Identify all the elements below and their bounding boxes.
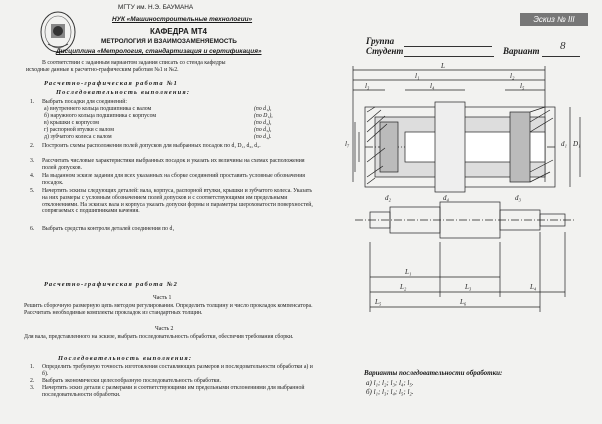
dim-label-D1: D₁ xyxy=(573,140,581,148)
variant-b: б) l₁; l₃; l₄; l₅; l₂. xyxy=(366,388,414,396)
work2-part2-text: Для вала, представленного на эскизе, выбрать последовательность обработки, обеспечив требования сборки. xyxy=(24,334,294,340)
document-sheet: МГТУ им. Н.Э. БАУМАНА НУК «Машиностроительные технологии» КАФЕДРА МТ4 МЕТРОЛОГИЯ И ВЗАИМОЗАМЕНЯЕМОСТЬ Дисциплина «Метрология, стандартизация и сертификация» В соответствии с заданным вариантом задания списать со стенда кафедры исходные данные к расчетно-графическим работам №1 и №2. Расчетно-графическая работа №1 Последовательность выполнения: 1. Выбрать посадки для соединений: а) внутреннего кольца подшипника с валом (по d₁), б) наружного кольца подшипника с корпусом (по D₁), в) крышки с корпусом (по d₂), г) распорной втулки с валом (по d₃), д) зубчатого колеса с валом (по d₄). 2. Построить схемы расположения полей допусков для выбранных посадок по d, D₁, d₂, d₃. 3. Рассчитать числовые характеристики выбранных посадок и указать их величины на схемах расположения полей допусков. 4. На выданном эскизе задания для всех указанных на сборке соединений проставить условные обозначения посадок. 5. Начертить эскизы следующих деталей: вала, корпуса, распорной втулки, крышки и зубчатого колеса. Указать на них размеры с условным обозначением полей допусков и с соответствующими им предельными отклонениями. На эскизах вала и корпуса указать допуски формы и параметры шероховатости поверхностей, сопрягаемых с подшипниками качения. 6. Выбрать средства контроля деталей соединения по d₁ Расчетно-графическая работа №2 Часть 1 Решить сборочную размерную цепь методом регулирования. Определить толщину и число прокладок компенсатора. Рассчитать необходимые комплекты прокладок из стандартных толщин. Часть 2 Для вала, представленного на эскизе, выбрать последовательность обработки, обеспечив требования сборки. Последовательность выполнения: 1. Определить требуемую точность изготовления составляющих размеров и последовательности обработки а) и б). 2. Выбрать экономически целесообразную последовательность обработки. 3. Начертить эскиз детали с размерами и соответствующими им предельными отклонениями для выбранной последовательности обработки. Эскиз № III Группа Студент Вариант 8 L l₁ l₂ l₃ l₄ l₅ l₇ d₁ D₁ d₄ d₂ d₃ L₁ L₂ L₃ L₄ L₅ L₆ Варианты последовательности обработки: а) l₁; l₂; l₃; l₄; l₅. б) l₁; l₃; l₄; l₅; l₂. xyxy=(0,0,602,424)
dim-label-l4: l₄ xyxy=(430,82,435,90)
subitem-a: а) внутреннего кольца подшипника с валом (по d₁), xyxy=(44,106,272,112)
dim-label-l3: l₃ xyxy=(365,82,370,90)
nuk-name: НУК «Машиностроительные технологии» xyxy=(112,16,253,23)
assembly-drawing xyxy=(345,62,595,362)
dim-label-L: L xyxy=(441,62,445,70)
work2-subtitle: Последовательность выполнения: xyxy=(58,355,193,362)
group-label: Группа xyxy=(366,36,395,46)
student-label: Студент xyxy=(366,46,404,56)
subitem-b: б) наружного кольца подшипника с корпусом (по D₁), xyxy=(44,113,273,119)
variant-label: Вариант xyxy=(503,46,540,56)
group-field-line xyxy=(404,46,492,47)
dim-label-L3: L₃ xyxy=(465,283,472,291)
dim-label-L5: L₅ xyxy=(375,298,382,306)
dim-label-L2: L₂ xyxy=(400,283,407,291)
dim-label-d2: d₂ xyxy=(385,194,391,202)
work2-title: Расчетно-графическая работа №2 xyxy=(44,281,179,288)
subitem-e: д) зубчатого колеса с валом (по d₄). xyxy=(44,134,272,140)
subject-title: МЕТРОЛОГИЯ И ВЗАИМОЗАМЕНЯЕМОСТЬ xyxy=(101,38,237,45)
dim-label-l1: l₁ xyxy=(415,72,420,80)
intro-line-2: исходные данные к расчетно-графическим работам №1 и №2. xyxy=(26,67,179,73)
department-title: КАФЕДРА МТ4 xyxy=(150,27,207,36)
dim-label-d4: d₄ xyxy=(443,194,449,202)
university-name: МГТУ им. Н.Э. БАУМАНА xyxy=(118,4,194,11)
student-field-line xyxy=(404,56,494,57)
variants-title: Варианты последовательности обработки: xyxy=(364,369,503,377)
variant-field-line xyxy=(542,56,580,57)
work1-subtitle: Последовательность выполнения: xyxy=(56,89,191,96)
intro-line-1: В соответствии с заданным вариантом задания списать со стенда кафедры xyxy=(42,60,226,66)
variant-a: а) l₁; l₂; l₃; l₄; l₅. xyxy=(366,379,414,387)
work1-title: Расчетно-графическая работа №1 xyxy=(44,80,179,87)
discipline-title: Дисциплина «Метрология, стандартизация и сертификация» xyxy=(56,48,262,55)
dim-label-L4: L₄ xyxy=(530,283,537,291)
variant-value: 8 xyxy=(560,40,566,52)
dim-label-l7: l₇ xyxy=(345,140,350,148)
work2-part1-text: Решить сборочную размерную цепь методом регулирования. Определить толщину и число прокладок компенсатора. Рассчитать необходимые комплекты прокладок из стандартных толщин. xyxy=(24,303,313,316)
work2-part1-label: Часть 1 xyxy=(153,295,172,301)
dim-label-l2: l₂ xyxy=(510,72,515,80)
dim-label-d3: d₃ xyxy=(515,194,521,202)
subitem-c: в) крышки с корпусом (по d₂), xyxy=(44,120,272,126)
sketch-number-stamp: Эскиз № III xyxy=(520,13,588,26)
work2-part2-label: Часть 2 xyxy=(155,326,174,332)
dim-label-d1: d₁ xyxy=(561,140,567,148)
dim-label-L1: L₁ xyxy=(405,268,412,276)
dim-label-L6: L₆ xyxy=(460,298,467,306)
dim-label-l5: l₅ xyxy=(520,82,525,90)
subitem-d: г) распорной втулки с валом (по d₃), xyxy=(44,127,272,133)
